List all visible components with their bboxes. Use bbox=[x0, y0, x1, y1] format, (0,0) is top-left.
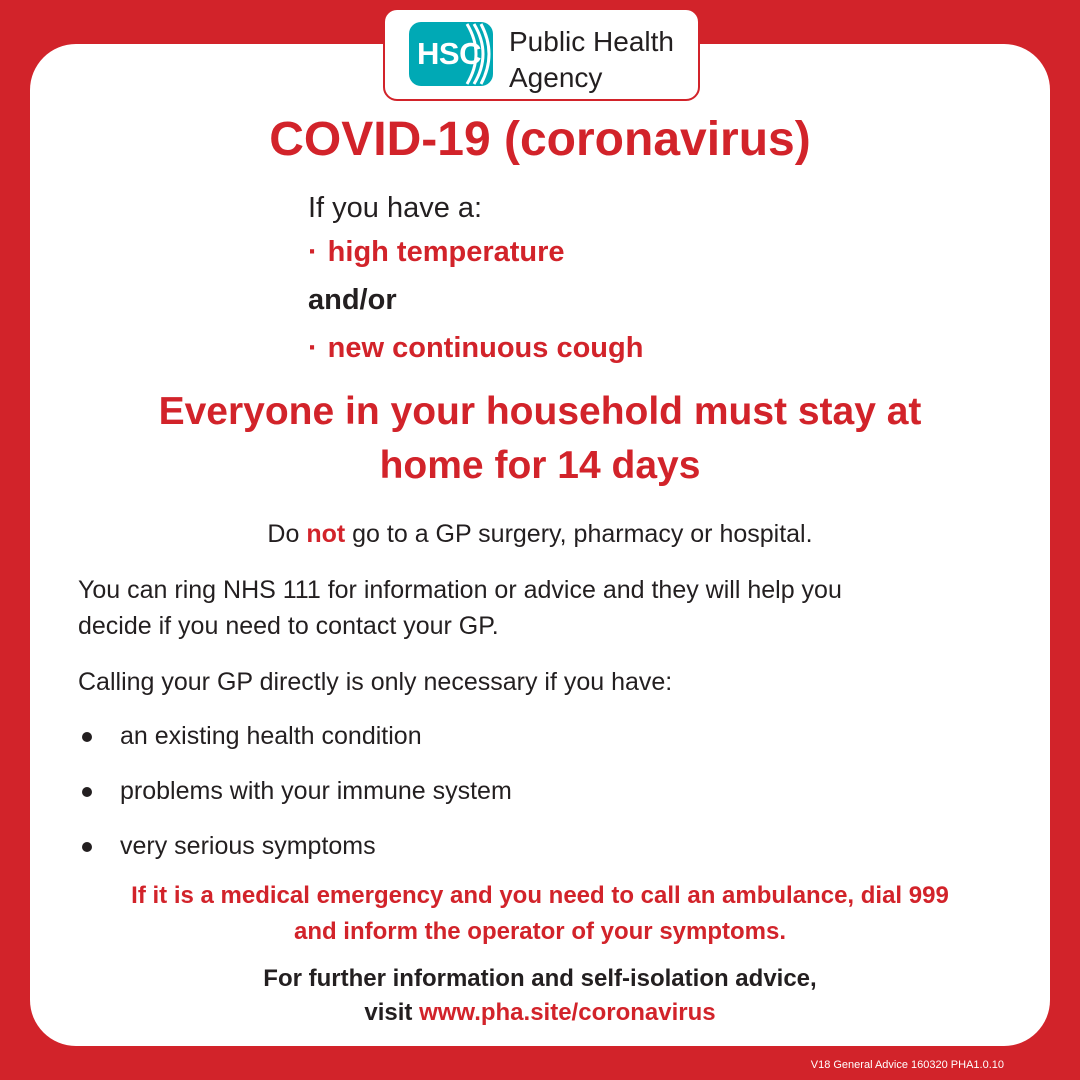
calling-gp-intro: Calling your GP directly is only necessary if you have: bbox=[78, 668, 673, 696]
condition-text: very serious symptoms bbox=[120, 832, 376, 860]
headline-line: home for 14 days bbox=[379, 444, 701, 487]
symptom-text: high temperature bbox=[327, 236, 565, 268]
symptoms-connector: and/or bbox=[308, 284, 397, 316]
pha-logo bbox=[383, 8, 700, 101]
do-not-suffix: go to a GP surgery, pharmacy or hospital. bbox=[345, 520, 813, 548]
do-not-emphasis: not bbox=[306, 520, 346, 548]
do-not-prefix: Do bbox=[267, 520, 307, 548]
hsc-badge-text: HSC bbox=[417, 36, 481, 71]
further-info-line: For further information and self-isolation advice, bbox=[263, 965, 817, 992]
symptom-item bbox=[308, 330, 643, 366]
org-name-line1: Public Health bbox=[509, 26, 674, 57]
symptom-text: new continuous cough bbox=[327, 332, 644, 364]
condition-list-item bbox=[78, 773, 512, 809]
further-info-visit bbox=[40, 996, 1040, 1030]
symptoms-intro: If you have a: bbox=[308, 192, 483, 224]
condition-text: an existing health condition bbox=[120, 722, 422, 750]
bullet-dot-icon bbox=[82, 732, 92, 742]
stay-home-headline bbox=[40, 385, 1040, 493]
emergency-notice bbox=[40, 878, 1040, 950]
condition-text: problems with your immune system bbox=[120, 777, 512, 805]
emergency-line: and inform the operator of your symptoms. bbox=[293, 918, 787, 945]
paragraph-line: You can ring NHS 111 for information or advice and they will help you bbox=[78, 576, 842, 604]
bullet-dot-icon bbox=[82, 842, 92, 852]
bullet-dot-icon: · bbox=[308, 332, 318, 364]
hsc-badge bbox=[409, 22, 493, 86]
version-code: V18 General Advice 160320 PHA1.0.10 bbox=[810, 1059, 1004, 1071]
paragraph-line: decide if you need to contact your GP. bbox=[78, 612, 499, 640]
condition-list-item bbox=[78, 828, 376, 864]
bullet-dot-icon: · bbox=[308, 236, 318, 268]
further-info bbox=[40, 962, 1040, 1030]
info-url-link[interactable]: www.pha.site/coronavirus bbox=[419, 999, 716, 1026]
symptom-item bbox=[308, 234, 565, 270]
do-not-go-notice bbox=[0, 518, 1080, 550]
visit-prefix: visit bbox=[364, 999, 420, 1026]
emergency-line: If it is a medical emergency and you need to call an ambulance, dial 999 bbox=[131, 882, 949, 909]
page-title: COVID-19 (coronavirus) bbox=[269, 113, 811, 166]
nhs-111-paragraph bbox=[78, 572, 978, 644]
org-name-line2: Agency bbox=[509, 62, 603, 93]
bullet-dot-icon bbox=[82, 787, 92, 797]
swoosh-icon bbox=[463, 22, 493, 86]
headline-line: Everyone in your household must stay at bbox=[158, 390, 922, 433]
condition-list-item bbox=[78, 718, 422, 754]
